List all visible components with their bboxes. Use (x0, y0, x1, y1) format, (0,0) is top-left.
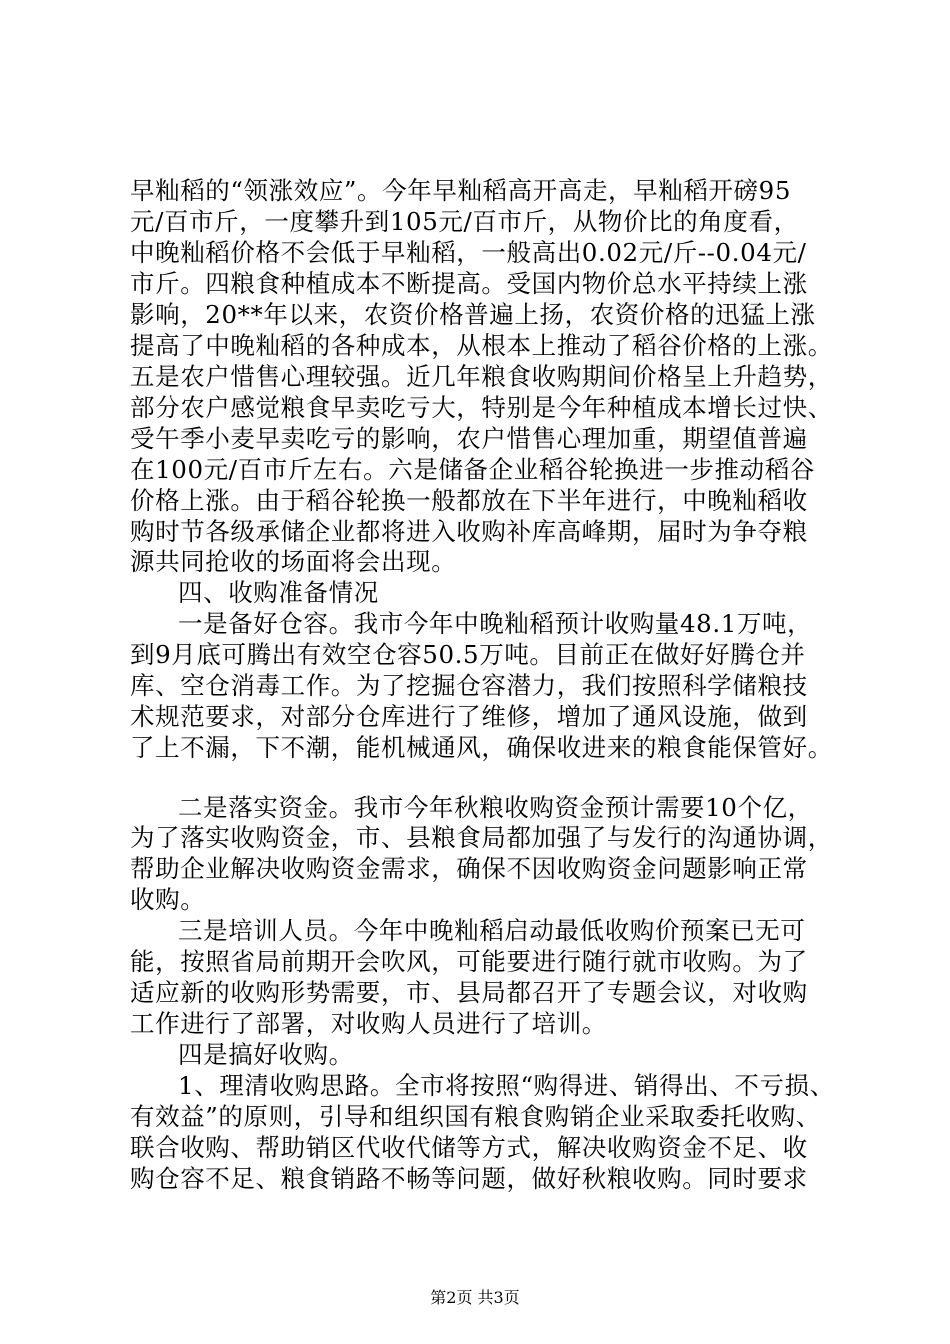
text-line: 购仓容不足、粮食销路不畅等问题，做好秋粮收购。同时要求 (130, 1164, 808, 1193)
text-line: 提高了中晚籼稻的各种成本，从根本上推动了稻谷价格的上涨。 (130, 331, 833, 360)
section-heading: 四、收购准备情况 (178, 578, 379, 607)
text-line: 适应新的收购形势需要，市、县局都召开了专题会议，对收购 (130, 978, 808, 1007)
text-line: 四是搞好收购。 (178, 1040, 354, 1069)
text-line: 为了落实收购资金，市、县粮食局都加强了与发行的沟通协调， (130, 823, 833, 852)
text-line: 能，按照省局前期开会吹风，可能要进行随行就市收购。为了 (130, 947, 808, 976)
text-line: 源共同抢收的场面将会出现。 (130, 547, 457, 576)
text-line: 三是培训人员。今年中晚籼稻启动最低收购价预案已无可 (178, 916, 806, 945)
text-line: 市斤。四粮食种植成本不断提高。受国内物价总水平持续上涨 (130, 269, 808, 298)
text-line: 工作进行了部署，对收购人员进行了培训。 (130, 1009, 607, 1038)
text-line: 到9月底可腾出有效空仓容50.5万吨。目前正在做好好腾仓并 (130, 640, 806, 669)
text-line: 联合收购、帮助销区代收代储等方式，解决收购资金不足、收 (130, 1133, 808, 1162)
text-line: 有效益”的原则，引导和组织国有粮食购销企业采取委托收购、 (130, 1102, 821, 1131)
text-line: 1、理清收购思路。全市将按照“购得进、销得出、不亏损、 (178, 1071, 835, 1100)
text-line: 一是备好仓容。我市今年中晚籼稻预计收购量48.1万吨， (178, 609, 813, 638)
text-line: 五是农户惜售心理较强。近几年粮食收购期间价格呈上升趋势， (130, 362, 833, 391)
text-line: 早籼稻的“领涨效应”。今年早籼稻高开高走，早籼稻开磅95 (130, 176, 792, 205)
text-line: 元/百市斤，一度攀升到105元/百市斤，从物价比的角度看， (130, 207, 799, 236)
text-line: 二是落实资金。我市今年秋粮收购资金预计需要10个亿， (178, 793, 813, 822)
text-line: 收购。 (130, 885, 206, 914)
text-line: 了上不漏，下不潮，能机械通风，确保收进来的粮食能保管好。 (130, 733, 833, 762)
text-line: 在100元/百市斤左右。六是储备企业稻谷轮换进一步推动稻谷 (130, 455, 815, 484)
page-number-footer: 第2页 共3页 (430, 1288, 520, 1307)
text-line: 影响，20**年以来，农资价格普遍上扬，农资价格的迅猛上涨 (130, 300, 816, 329)
text-line: 价格上涨。由于稻谷轮换一般都放在下半年进行，中晚籼稻收 (130, 486, 808, 515)
text-line: 部分农户感觉粮食早卖吃亏大，特别是今年种植成本增长过快、 (130, 393, 833, 422)
text-line: 库、空仓消毒工作。为了挖掘仓容潜力，我们按照科学储粮技 (130, 671, 808, 700)
text-line: 受午季小麦早卖吃亏的影响，农户惜售心理加重，期望值普遍 (130, 424, 808, 453)
text-line: 帮助企业解决收购资金需求，确保不因收购资金问题影响正常 (130, 854, 808, 883)
text-line: 购时节各级承储企业都将进入收购补库高峰期，届时为争夺粮 (130, 517, 808, 546)
text-line: 中晚籼稻价格不会低于早籼稻，一般高出0.02元/斤--0.04元/ (130, 238, 807, 267)
text-line: 术规范要求，对部分仓库进行了维修，增加了通风设施，做到 (130, 702, 808, 731)
